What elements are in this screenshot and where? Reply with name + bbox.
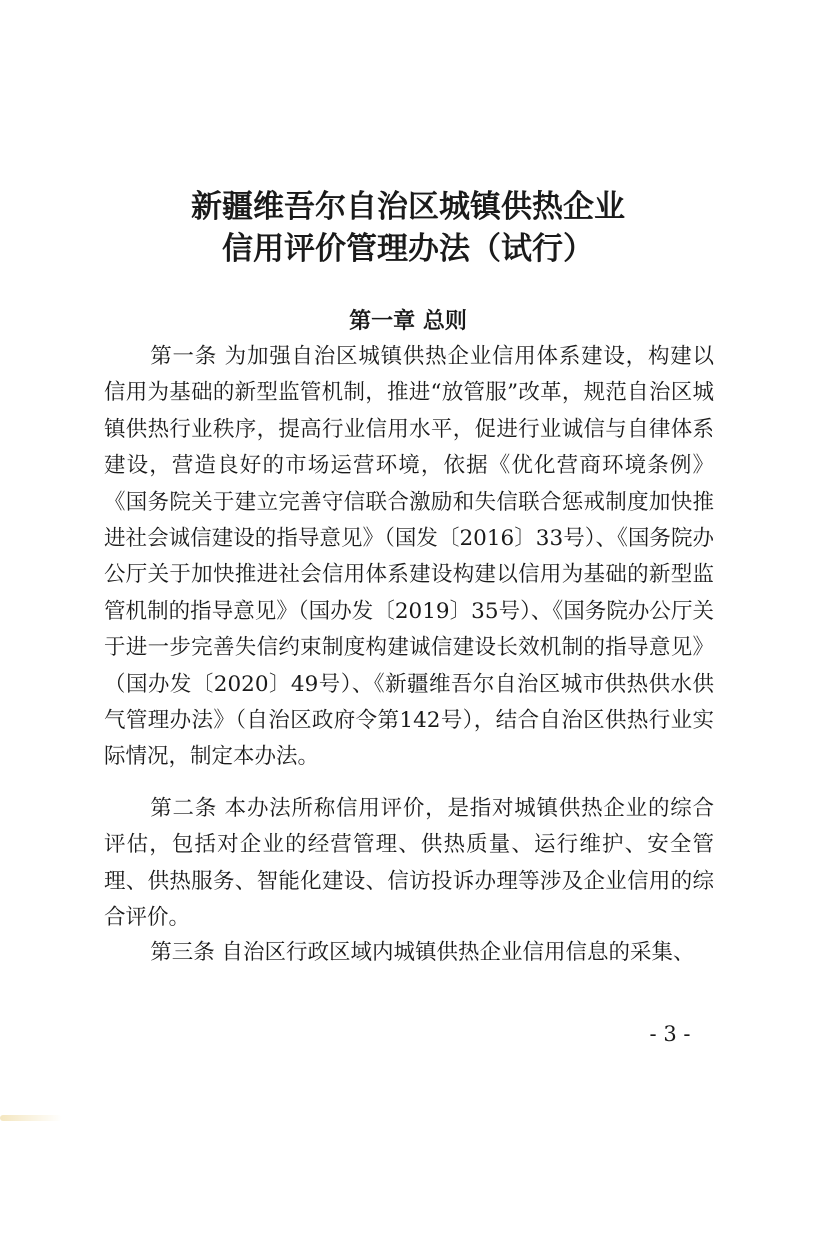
document-title-line1: 新疆维吾尔自治区城镇供热企业 [191, 189, 625, 225]
article-1-block [104, 339, 714, 776]
article-3-block [104, 935, 714, 971]
article-2-paragraph: 第二条 本办法所称信用评价，是指对城镇供热企业的综合评估，包括对企业的经营管理、供热质量、运行维护、安全管理、供热服务、智能化建设、信访投诉办理等涉及企业信用的综合评价。 [104, 796, 714, 931]
page-number: - 3 - [649, 1022, 691, 1046]
article-3-paragraph: 第三条 自治区行政区域内城镇供热企业信用信息的采集、 [150, 940, 695, 965]
chapter-heading: 第一章 总则 [349, 309, 467, 334]
document-title-line2: 信用评价管理办法（试行） [222, 231, 594, 267]
article-1-paragraph: 第一条 为加强自治区城镇供热企业信用体系建设，构建以信用为基础的新型监管机制，推进“放管服”改革，规范自治区城镇供热行业秩序，提高行业信用水平，促进行业诚信与自律体系建设，营造良好的市场运营环境，依据《优化营商环境条例》《国务院关于建立完善守信联合激励和失信联合惩戒制度加快推进社会诚信建设的指导意见》（国发〔2016〕33号）、《国务院办公厅关于加快推进社会信用体系建设构建以信用为基础的新型监管机制的指导意见》（国办发〔2019〕35号）、《国务院办公厅关于进一步完善失信约束制度构建诚信建设长效机制的指导意见》（国办发〔2020〕49号）、《新疆维吾尔自治区城市供热供水供气管理办法》（自治区政府令第142号），结合自治区供热行业实际情况，制定本办法。 [104, 344, 714, 770]
article-2-block [104, 791, 714, 937]
scan-edge-mark [0, 1115, 62, 1121]
